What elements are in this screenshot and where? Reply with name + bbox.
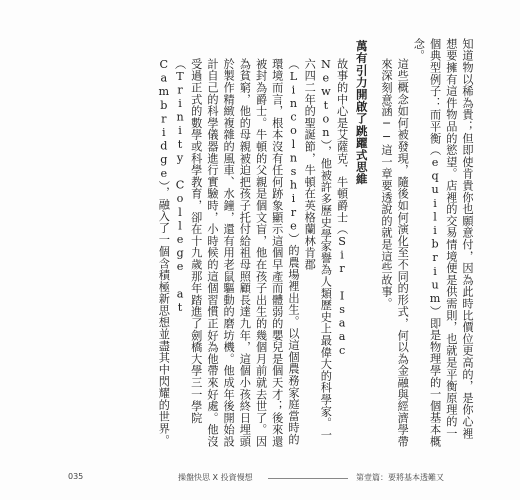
running-book-title: 操盤快思 X 投資慢想 [178,473,253,482]
footer-divider [268,478,348,479]
paragraph-3: 故事的中心是艾薩克．牛頓爵士（Sir Isaac Newton），他被許多歷史學家譽為人類歷史上最偉大的科學家。一六四二年的聖誕節，牛頓在英格蘭林肯郡（Lincolnshire）的農場裡出生。以這個農務家庭當時的環境而言，根本沒有任何跡象顯示這個早產而體弱的嬰兒是個天才；後來還被封為爵士。牛頓的父親是個文盲，他在孩子出生的幾個月前就去世了。因為貧窮，他的母親被迫把孩子托付給祖母照顧長達九年，這個小孩終日埋頭於製作精緻複雜的風車、水鐘，還有用老鼠驅動的磨坊機。他成年後開始設計自己的科學儀器進行實驗時，小時候的這個習慣正好為他帶來好處。他沒受過正式的數學或科學教育，卻在十九歲那年踏進了劍橋大學三一學院（Trinity College at Cambridge），融入了一個含積極新思想並盡其中閃耀的世界。 [157,58,349,448]
body-text [95,38,475,448]
paragraph-2: 這些概念如何被發現，隨後如何演化至不同的形式，何以為金融與經濟學帶來深刻意涵──這一章要透說的就是這些故事。 [379,58,410,448]
page-number: 035 [68,472,84,481]
paragraph-1: 知道物以稀為貴；但即使肯貴你也願意付，因為此時比價位更高的，是你心裡想要擁有這件物品的慾望。店裡的交易情境便是供需則，也就是平衡原理的一個典型例子：而平衡（equilibrium）即是物理學的一個基本概念。 [412,38,474,448]
page-footer [68,472,458,486]
running-chapter-title: 第壹篇：要將基本透難又 [356,473,444,482]
section-heading: 萬有引力開啟了跳躍式思維 [354,40,369,186]
